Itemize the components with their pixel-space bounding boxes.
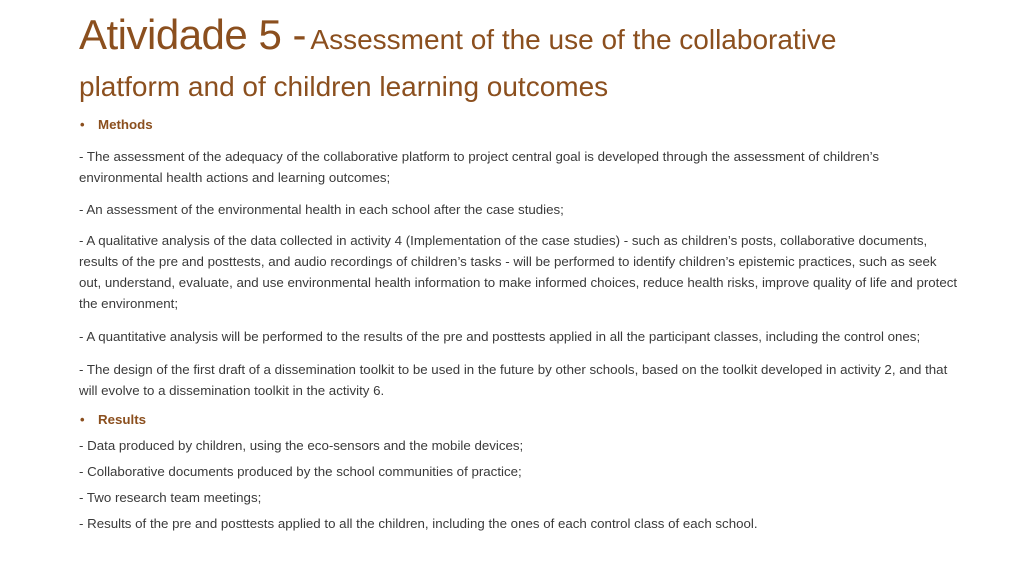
methods-heading (79, 114, 959, 136)
results-item: - Results of the pre and posttests applied to all the children, including the ones of each control class of each school. (79, 516, 758, 531)
slide-body (79, 114, 959, 537)
results-heading-label: Results (98, 412, 147, 427)
bullet-icon: • (80, 412, 85, 427)
title-line2: platform and of children learning outcomes (79, 71, 609, 102)
bullet-icon: • (80, 117, 85, 132)
methods-paragraph: - An assessment of the environmental health in each school after the case studies; (79, 202, 564, 217)
results-item: - Two research team meetings; (79, 490, 262, 505)
methods-heading-label: Methods (98, 117, 153, 132)
methods-paragraph: - The assessment of the adequacy of the collaborative platform to project central goal is developed through the assessment of children’s environmental health actions and learning outcomes; (79, 149, 879, 185)
results-item: - Collaborative documents produced by the school communities of practice; (79, 464, 522, 479)
results-item: - Data produced by children, using the eco-sensors and the mobile devices; (79, 438, 524, 453)
title-line1-rest: Assessment of the use of the collaborative (310, 24, 837, 55)
methods-paragraph: - A qualitative analysis of the data collected in activity 4 (Implementation of the case studies) - such as children’s posts, collaborative documents, results of the pre and posttests, and audio recordings of children’s tasks - will be performed to identify children’s epistemic practices, such as seek out, understand, evaluate, and use environmental health information to make informed choices, reduce health risks, improve quality of life and protect the environment; (79, 233, 958, 311)
title-activity: Atividade 5 - (79, 11, 306, 58)
methods-paragraph: - A quantitative analysis will be performed to the results of the pre and posttests applied in all the participant classes, including the control ones; (79, 329, 921, 344)
results-heading (79, 407, 959, 433)
methods-paragraph: - The design of the first draft of a dissemination toolkit to be used in the future by other schools, based on the toolkit developed in activity 2, and that will evolve to a dissemination toolkit in the activity 6. (79, 362, 948, 398)
slide-title (79, 11, 979, 104)
